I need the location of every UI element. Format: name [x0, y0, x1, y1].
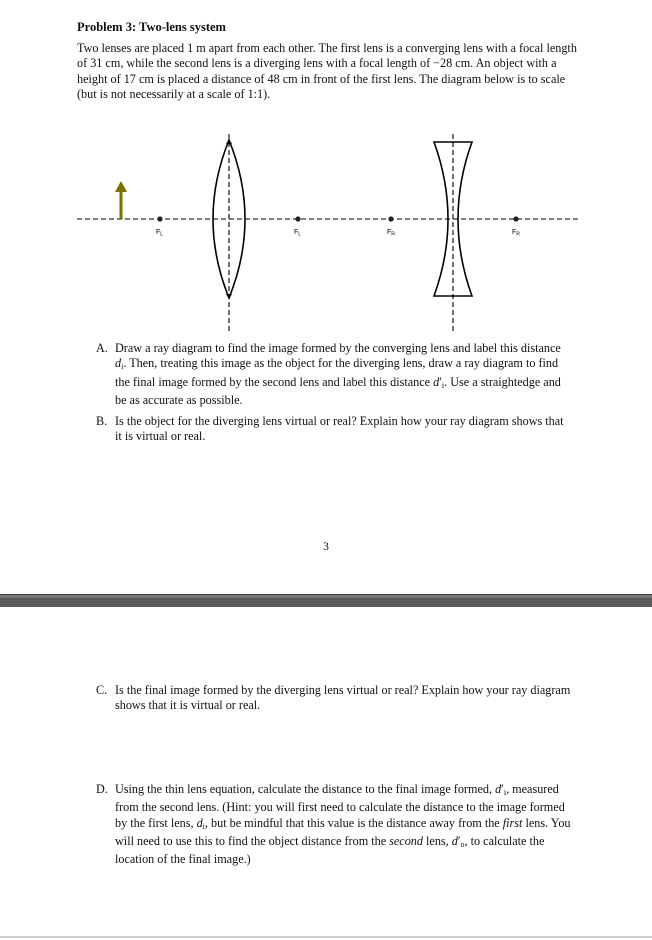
question-d: D. Using the thin lens equation, calculate the distance to the final image formed, $d'_i$, measured from the second lens. (Hint: you will first need to calculate the distance to the image formed by the first lens, $d_i$, but be mindful that this value is the distance away from the first lens. You will need to use this to find the object distance from the second lens, $d'_o$, to calculate the location of the final image.): [96, 782, 571, 867]
question-d-block: [96, 782, 572, 873]
focal-point-right-near: [388, 216, 393, 221]
question-b-letter: B.: [96, 414, 108, 429]
question-list-page-3: [96, 341, 572, 451]
question-c-text: Is the final image formed by the diverging lens virtual or real? Explain how your ray diagram shows that it is virtual or real.: [115, 683, 571, 713]
focal-label-fr-1: $F_R$: [387, 229, 395, 238]
two-lens-diagram: [0, 128, 652, 340]
question-c: [96, 683, 572, 714]
question-c-block: [96, 683, 572, 720]
question-b-text: Is the object for the diverging lens virtual or real? Explain how your ray diagram shows that it is virtual or real.: [115, 414, 564, 444]
question-c-letter: C.: [96, 683, 108, 697]
focal-label-fr-2: $F_R$: [512, 229, 520, 238]
problem-intro: Two lenses are placed 1 m apart from each other. The first lens is a converging lens with a focal length of 31 cm, while the second lens is a diverging lens with a focal length of −28 cm. An object with a height of 17 cm is placed a distance of 48 cm in front of the first lens. The diagram below is to scale (but is not necessarily at a scale of 1:1).: [77, 41, 577, 101]
bottom-edge-line: [0, 936, 652, 938]
object-arrow-head: [115, 181, 127, 192]
question-a: A. Draw a ray diagram to find the image formed by the converging lens and label this distance $d_i$. Then, treating this image as the object for the diverging lens, draw a ray diagram to find the final image formed by the second lens and label this distance $d'_i$. Use a straightedge and be as accurate as possible.: [96, 341, 561, 407]
page-4: [0, 607, 652, 940]
converging-lens-top-tip: [226, 139, 232, 144]
question-d-letter: D.: [96, 782, 108, 796]
converging-lens-bottom-tip: [226, 294, 232, 299]
focal-point-left-near: [295, 216, 300, 221]
focal-point-left-far: [157, 216, 162, 221]
question-b: [96, 414, 572, 445]
page-separator: [0, 594, 652, 608]
question-a-letter: A.: [96, 341, 108, 355]
page-number: 3: [323, 541, 329, 553]
focal-label-fl-1: $F_L$: [156, 229, 164, 238]
focal-label-fl-2: $F_L$: [294, 229, 302, 238]
focal-point-right-far: [513, 216, 518, 221]
problem-title: Problem 3: Two-lens system: [77, 20, 226, 34]
